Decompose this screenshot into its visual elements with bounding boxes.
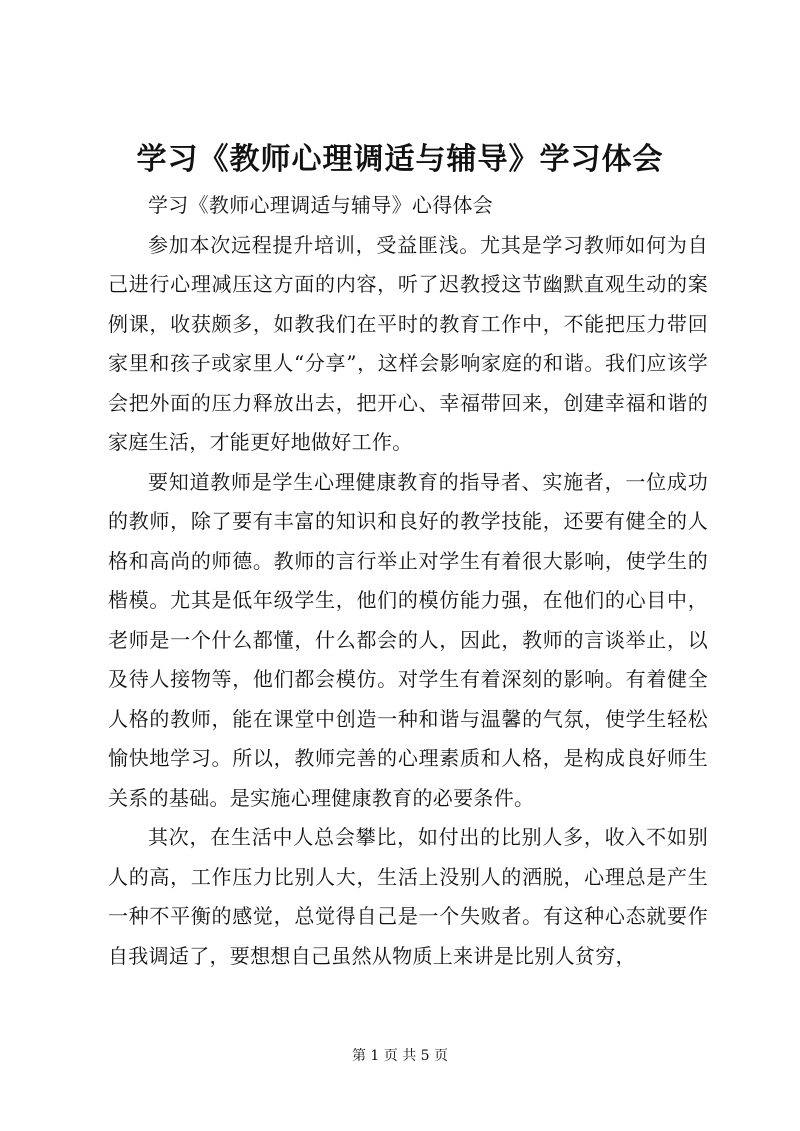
- document-body: [108, 186, 708, 976]
- body-paragraph: 其次，在生活中人总会攀比，如付出的比别人多，收入不如别人的高，工作压力比别人大，生活上没别人的洒脱，心理总是产生一种不平衡的感觉，总觉得自己是一个失败者。有这种心态就要作自我调适了，要想想自己虽然从物质上来讲是比别人贫穷，: [108, 825, 708, 968]
- body-paragraph: 要知道教师是学生心理健康教育的指导者、实施者，一位成功的教师，除了要有丰富的知识和良好的教学技能，还要有健全的人格和高尚的师德。教师的言行举止对学生有着很大影响，使学生的楷模。尤其是低年级学生，他们的模仿能力强，在他们的心目中，老师是一个什么都懂，什么都会的人，因此，教师的言谈举止，以及待人接物等，他们都会模仿。对学生有着深刻的影响。有着健全人格的教师，能在课堂中创造一种和谐与温馨的气氛，使学生轻松愉快地学习。所以，教师完善的心理素质和人格，是构成良好师生关系的基础。是实施心理健康教育的必要条件。: [108, 469, 708, 810]
- body-paragraph: 参加本次远程提升培训，受益匪浅。尤其是学习教师如何为自己进行心理减压这方面的内容，听了迟教授这节幽默直观生动的案例课，收获颇多，如教我们在平时的教育工作中，不能把压力带回家里和孩子或家里人“分享”，这样会影响家庭的和谐。我们应该学会把外面的压力释放出去，把开心、幸福带回来，创建幸福和谐的家庭生活，才能更好地做好工作。: [108, 232, 708, 454]
- subtitle-paragraph: 学习《教师心理调适与辅导》心得体会: [148, 193, 494, 217]
- page-number-footer: 第 1 页 共 5 页: [351, 1048, 449, 1064]
- document-title: 学习《教师心理调适与辅导》学习体会: [136, 142, 664, 177]
